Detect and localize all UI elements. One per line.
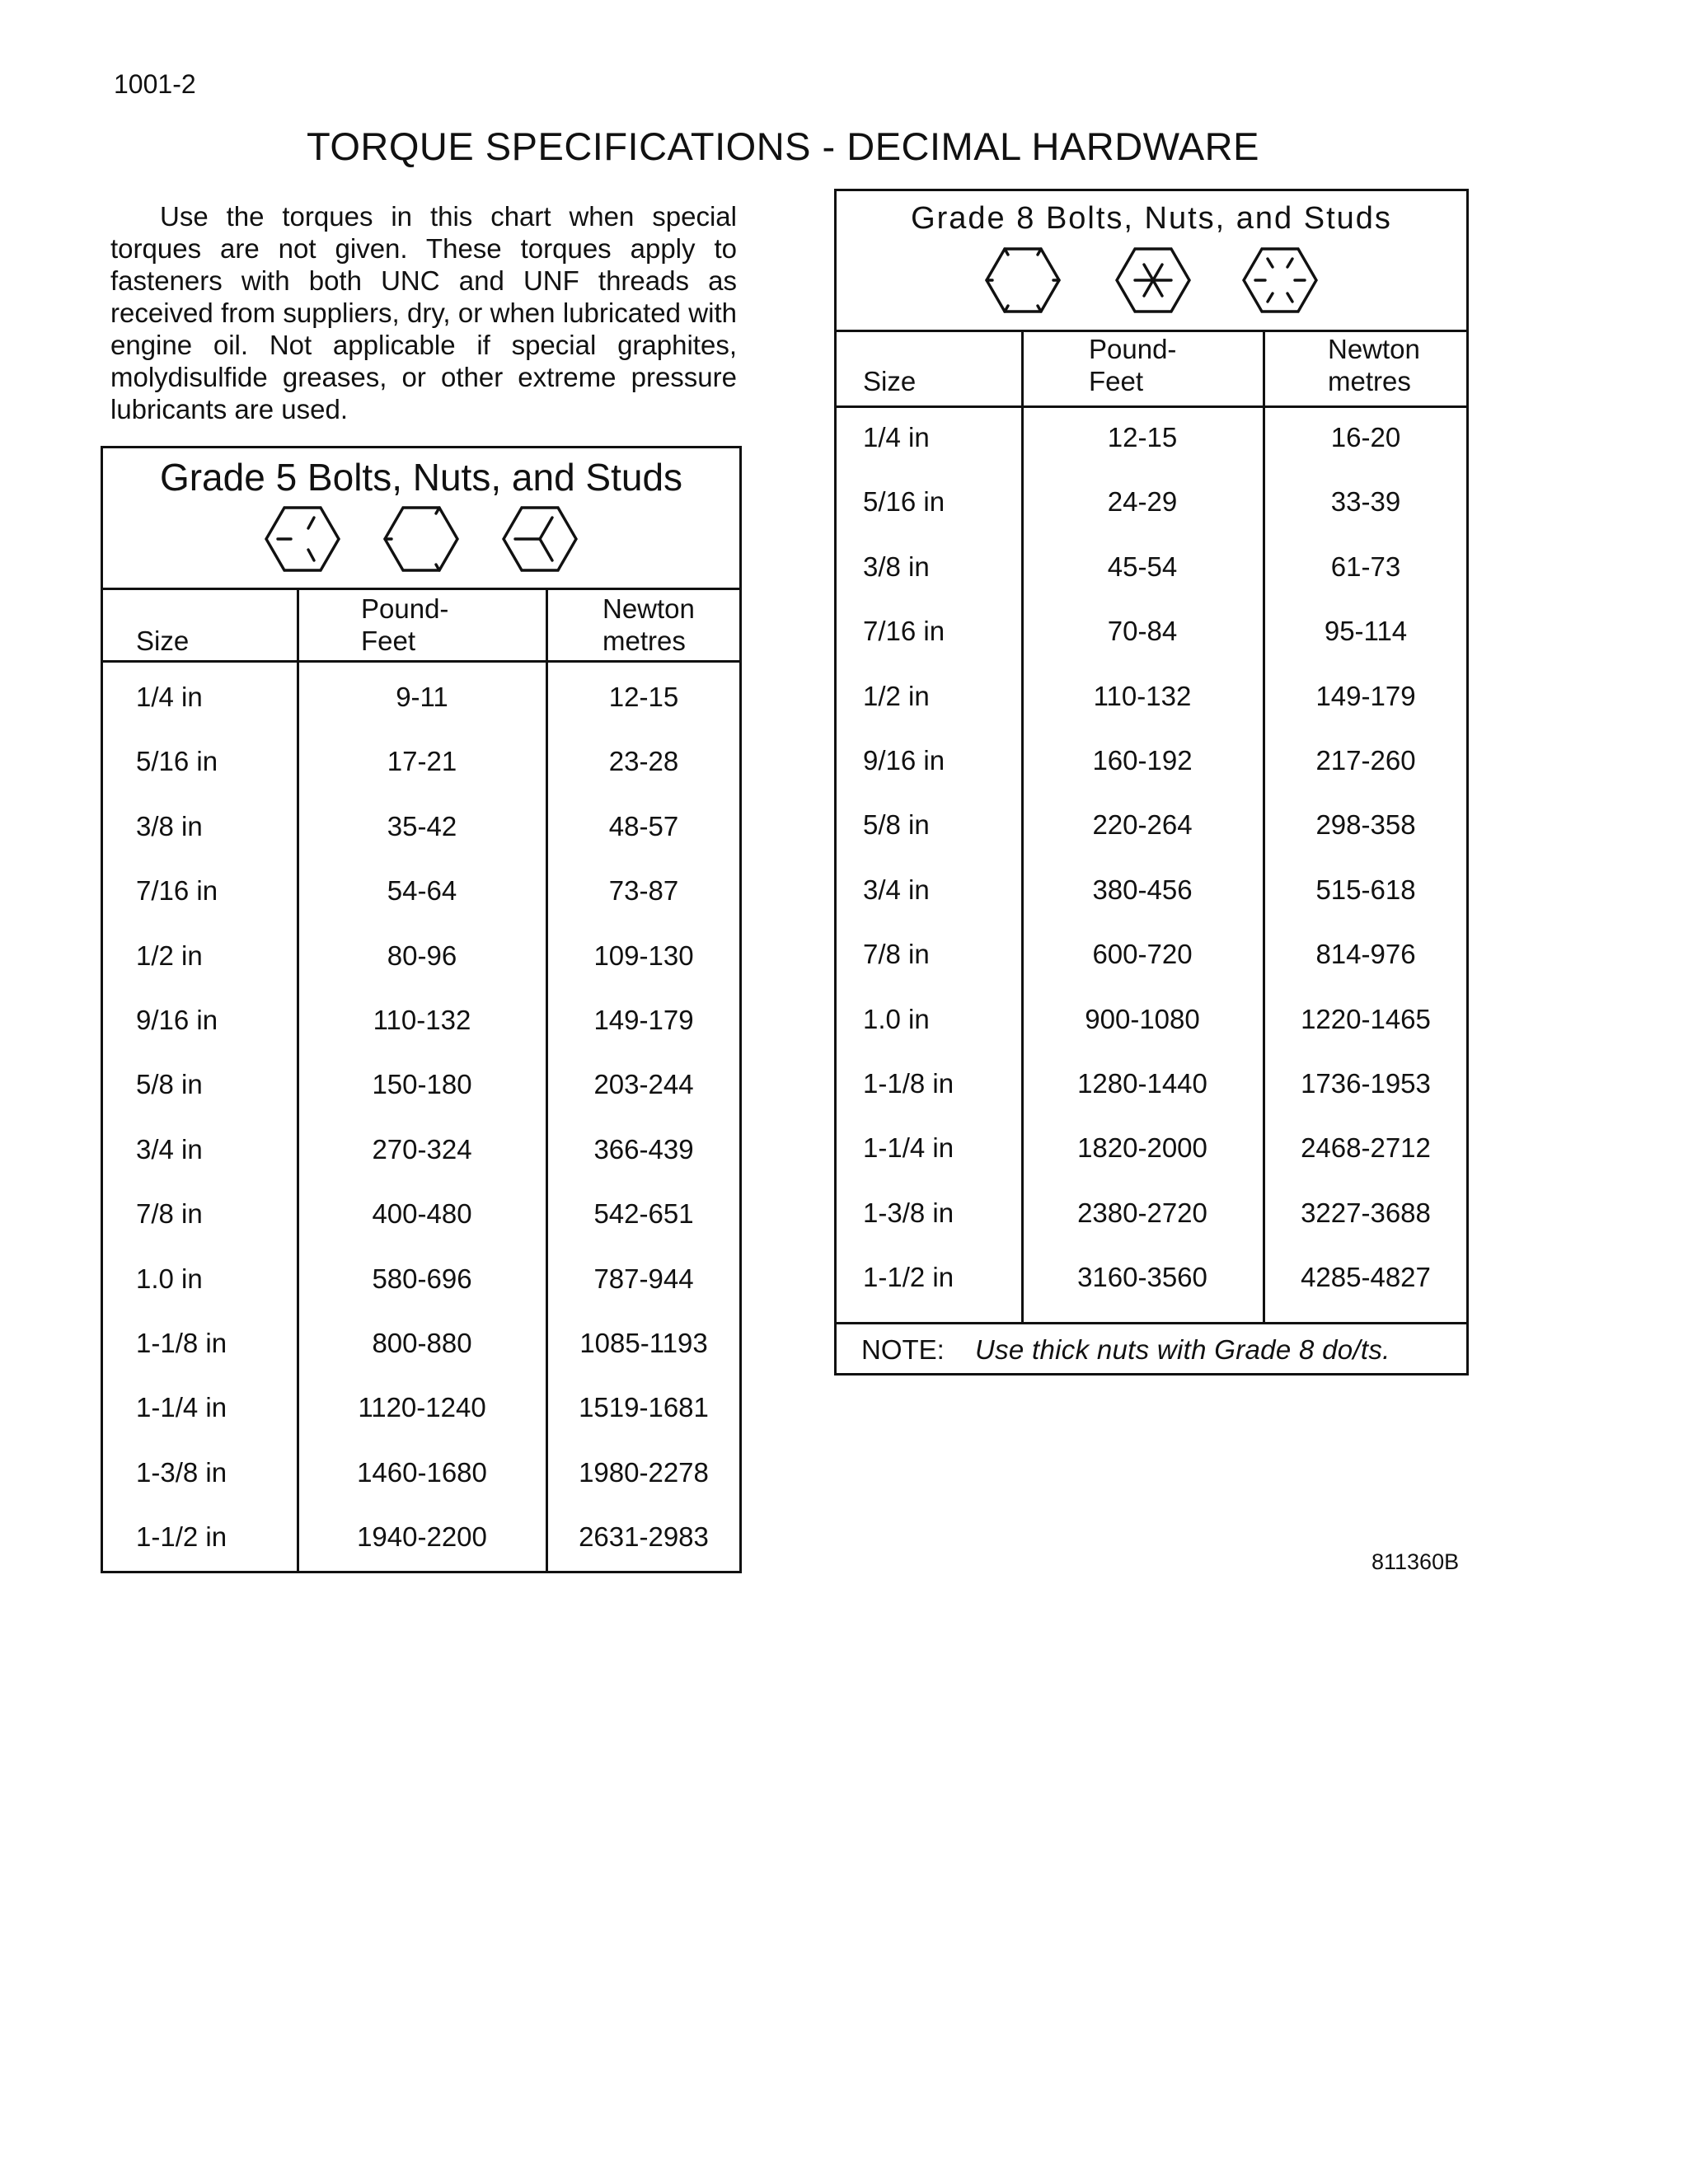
hex-grade8-mark-1-icon [987,249,1059,312]
page-number: 1001-2 [114,69,196,99]
newton-metres-cell: 298-358 [1315,809,1416,840]
newton-metres-cell: 1736-1953 [1301,1068,1431,1099]
grade8-col-pound-1: Pound- [1089,334,1177,364]
newton-metres-cell: 2468-2712 [1301,1132,1431,1163]
pound-feet-cell: 12-15 [1107,422,1178,452]
pound-feet-cell: 35-42 [387,811,457,841]
newton-metres-cell: 149-179 [1315,681,1416,711]
size-cell: 7/8 in [136,1198,203,1229]
grade5-rows [103,660,739,1571]
size-cell: 1-1/8 in [136,1328,227,1358]
pound-feet-cell: 600-720 [1092,939,1193,969]
pound-feet-cell: 70-84 [1107,616,1178,646]
pound-feet-cell: 80-96 [387,940,457,971]
size-cell: 7/16 in [863,616,945,646]
pound-feet-cell: 580-696 [372,1263,472,1294]
hex-grade8-mark-3-icon [1244,249,1316,312]
size-cell: 5/16 in [863,486,945,517]
newton-metres-cell: 23-28 [608,746,679,776]
grade8-column-headers [837,330,1466,408]
size-cell: 5/16 in [136,746,218,776]
size-cell: 1/4 in [863,422,930,452]
newton-metres-cell: 787-944 [593,1263,694,1294]
pound-feet-cell: 110-132 [1093,681,1192,711]
note-label: NOTE: [861,1334,945,1365]
size-cell: 1/4 in [136,682,203,712]
pound-feet-cell: 380-456 [1092,874,1193,905]
size-cell: 3/4 in [863,874,930,905]
size-cell: 7/16 in [136,875,218,906]
pound-feet-cell: 3160-3560 [1077,1262,1207,1292]
newton-metres-cell: 1085-1193 [579,1328,708,1358]
size-cell: 9/16 in [136,1005,218,1035]
grade8-col-size: Size [863,366,917,396]
grade8-col-newton-2: metres [1328,366,1411,396]
newton-metres-cell: 3227-3688 [1301,1197,1431,1228]
pound-feet-cell: 9-11 [396,682,448,712]
newton-metres-cell: 2631-2983 [579,1521,709,1552]
grade5-col-pound-1: Pound- [361,593,449,624]
size-cell: 5/8 in [863,809,930,840]
newton-metres-cell: 366-439 [593,1134,694,1165]
grade8-mark-icons [978,242,1325,318]
grade5-table-header [103,448,739,590]
size-cell: 3/4 in [136,1134,203,1165]
size-cell: 3/8 in [863,551,930,582]
size-cell: 1.0 in [863,1004,930,1034]
newton-metres-cell: 1519-1681 [579,1392,709,1422]
hex-grade5-mark-1-icon [266,508,339,570]
newton-metres-cell: 1980-2278 [579,1457,709,1488]
size-cell: 1/2 in [136,940,203,971]
grade5-mark-icons [248,501,594,577]
page-title: TORQUE SPECIFICATIONS - DECIMAL HARDWARE [307,124,1259,168]
size-cell: 1/2 in [863,681,930,711]
size-cell: 1-1/8 in [863,1068,954,1099]
newton-metres-cell: 203-244 [593,1069,694,1099]
grade8-col-newton-1: Newton [1328,334,1420,364]
newton-metres-cell: 48-57 [608,811,679,841]
size-cell: 1-1/4 in [863,1132,954,1163]
grade5-torque-table [101,446,742,1573]
grade5-col-size: Size [136,626,190,656]
size-cell: 1-1/2 in [863,1262,954,1292]
pound-feet-cell: 220-264 [1092,809,1193,840]
newton-metres-cell: 542-651 [593,1198,694,1229]
pound-feet-cell: 1940-2200 [357,1521,487,1552]
grade5-column-headers [103,588,739,663]
pound-feet-cell: 24-29 [1107,486,1178,517]
grade5-col-pound-2: Feet [361,626,416,656]
newton-metres-cell: 95-114 [1324,616,1408,646]
pound-feet-cell: 1460-1680 [357,1457,487,1488]
pound-feet-cell: 54-64 [387,875,457,906]
newton-metres-cell: 73-87 [608,875,679,906]
grade5-head-marks [103,501,739,577]
pound-feet-cell: 160-192 [1092,745,1193,776]
newton-metres-cell: 61-73 [1330,551,1401,582]
newton-metres-cell: 109-130 [593,940,694,971]
size-cell: 1.0 in [136,1263,203,1294]
grade8-table-title: Grade 8 Bolts, Nuts, and Studs [911,201,1392,236]
size-cell: 1-3/8 in [136,1457,227,1488]
newton-metres-cell: 33-39 [1330,486,1401,517]
size-cell: 5/8 in [136,1069,203,1099]
newton-metres-cell: 515-618 [1315,874,1416,905]
newton-metres-cell: 1220-1465 [1301,1004,1431,1034]
grade8-table-header [837,191,1466,332]
grade5-table-title: Grade 5 Bolts, Nuts, and Studs [159,456,683,499]
pound-feet-cell: 400-480 [372,1198,472,1229]
hex-grade5-mark-2-icon [385,508,457,570]
newton-metres-cell: 149-179 [593,1005,694,1035]
pound-feet-cell: 1820-2000 [1077,1132,1207,1163]
size-cell: 1-1/2 in [136,1521,227,1552]
grade8-rows [837,405,1466,1322]
size-cell: 9/16 in [863,745,945,776]
pound-feet-cell: 270-324 [372,1134,472,1165]
grade8-note [837,1322,1466,1376]
note-text: Use thick nuts with Grade 8 do/ts. [975,1334,1390,1365]
newton-metres-cell: 814-976 [1315,939,1416,969]
size-cell: 3/8 in [136,811,203,841]
hex-grade5-mark-3-icon [504,508,576,570]
size-cell: 7/8 in [863,939,930,969]
grade5-col-newton-1: Newton [603,593,695,624]
grade5-col-newton-2: metres [603,626,686,656]
pound-feet-cell: 17-21 [387,746,457,776]
grade8-col-pound-2: Feet [1089,366,1144,396]
grade8-head-marks [837,242,1466,318]
pound-feet-cell: 1120-1240 [358,1392,486,1422]
pound-feet-cell: 800-880 [372,1328,472,1358]
hex-grade8-mark-2-icon [1117,249,1189,312]
pound-feet-cell: 1280-1440 [1077,1068,1207,1099]
size-cell: 1-1/4 in [136,1392,227,1422]
intro-paragraph: Use the torques in this chart when special torques are not given. These torques apply to fasteners with both UNC and UNF threads as received from suppliers, dry, or when lubricated with engine oil. Not applicable if special graphites, molydisulfide greases, or other extreme pressure lubricants are used. [110,201,737,424]
figure-code: 811360B [1372,1549,1460,1574]
newton-metres-cell: 4285-4827 [1301,1262,1431,1292]
newton-metres-cell: 16-20 [1330,422,1401,452]
pound-feet-cell: 2380-2720 [1077,1197,1207,1228]
pound-feet-cell: 45-54 [1107,551,1178,582]
pound-feet-cell: 110-132 [373,1005,471,1035]
pound-feet-cell: 900-1080 [1085,1004,1200,1034]
newton-metres-cell: 217-260 [1315,745,1416,776]
grade8-torque-table [834,189,1469,1376]
newton-metres-cell: 12-15 [608,682,679,712]
size-cell: 1-3/8 in [863,1197,954,1228]
pound-feet-cell: 150-180 [372,1069,472,1099]
